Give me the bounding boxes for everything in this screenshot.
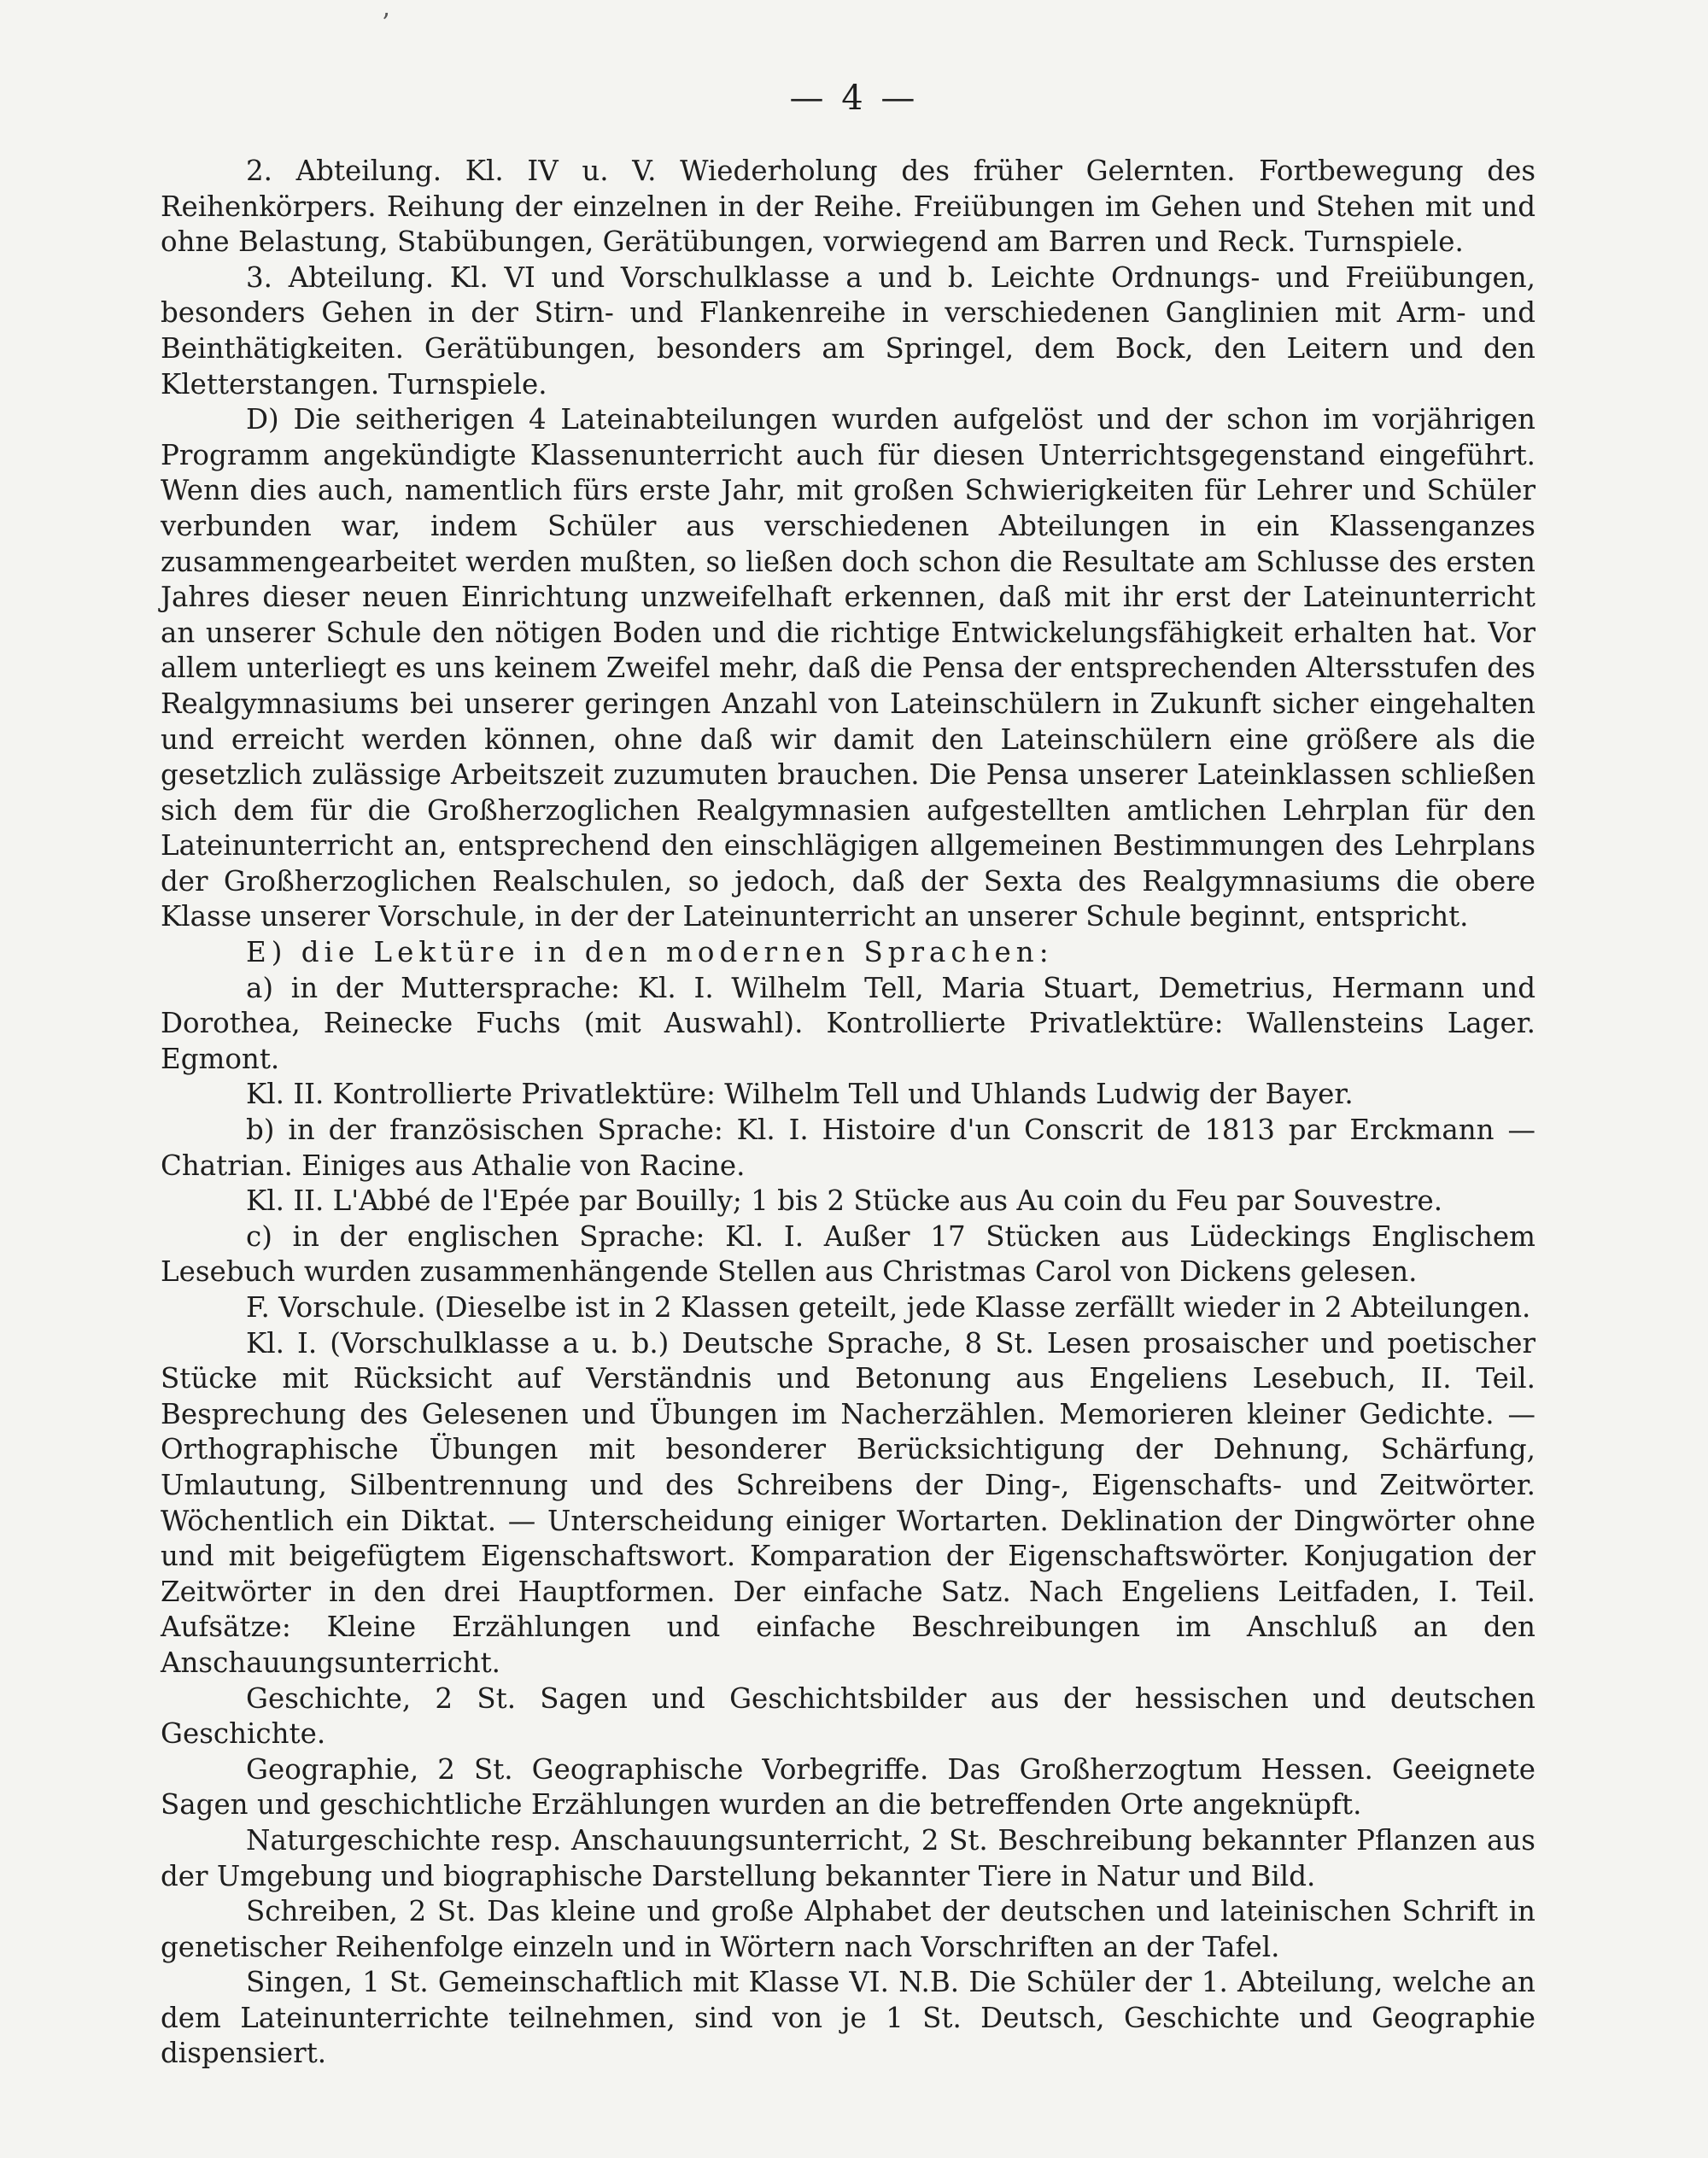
paragraph-naturgeschichte: Naturgeschichte resp. Anschauungsunterricht, 2 St. Beschreibung bekannter Pflanzen aus der Umgebung und biographische Darstellung bekannter Tiere in Natur und Bild.	[161, 1823, 1535, 1892]
body-text	[161, 154, 1535, 2072]
paragraph-deutsche-sprache: Kl. I. (Vorschulklasse a u. b.) Deutsche Sprache, 8 St. Lesen prosaischer und poetischer Stücke mit Rücksicht auf Verständnis und Betonung aus Engeliens Lesebuch, II. Teil. Besprechung des Gelesenen und Übungen im Nacherzählen. Memorieren kleiner Gedichte. — Orthographische Übungen mit besonderer Berücksichtigung der Dehnung, Schärfung, Umlautung, Silbentrennung und des Schreibens der Ding-, Eigenschafts- und Zeitwörter. Wöchentlich ein Diktat. — Unterscheidung einiger Wortarten. Deklination der Dingwörter ohne und mit beigefügtem Eigenschaftswort. Komparation der Eigenschaftswörter. Konjugation der Zeitwörter in den drei Hauptformen. Der einfache Satz. Nach Engeliens Leitfaden, I. Teil. Aufsätze: Kleine Erzählungen und einfache Beschreibungen im Anschluß an den Anschauungsunterricht.	[161, 1326, 1535, 1679]
paragraph-geographie: Geographie, 2 St. Geographische Vorbegriffe. Das Großherzogtum Hessen. Geeignete Sagen und geschichtliche Erzählungen wurden an die betreffenden Orte angeknüpft.	[161, 1752, 1535, 1822]
page-number: — 4 —	[789, 79, 919, 118]
paragraph-kl2-privatlektuere: Kl. II. Kontrollierte Privatlektüre: Wilhelm Tell und Uhlands Ludwig der Bayer.	[246, 1078, 1354, 1111]
paragraph-vorschule: F. Vorschule. (Dieselbe ist in 2 Klassen geteilt, jede Klasse zerfällt wieder in 2 Abteilungen.	[246, 1291, 1531, 1324]
paragraph-abteilung-2: 2. Abteilung. Kl. IV u. V. Wiederholung des früher Gelernten. Fortbewegung des Reihenkörpers. Reihung der einzelnen in der Reihe. Freiübungen im Gehen und Stehen mit und ohne Belastung, Stabübungen, Gerätübungen, vorwiegend am Barren und Reck. Turnspiele.	[161, 155, 1535, 259]
paragraph-latein: D) Die seitherigen 4 Lateinabteilungen wurden aufgelöst und der schon im vorjährigen Programm angekündigte Klassenunterricht auch für diesen Unterrichtsgegenstand eingeführt. Wenn dies auch, namentlich fürs erste Jahr, mit großen Schwierigkeiten für Lehrer und Schüler verbunden war, indem Schüler aus verschiedenen Abteilungen in ein Klassenganzes zusammengearbeitet werden mußten, so ließen doch schon die Resultate am Schlusse des ersten Jahres dieser neuen Einrichtung unzweifelhaft erkennen, daß mit ihr erst der Lateinunterricht an unserer Schule den nötigen Boden und die richtige Entwickelungsfähigkeit erhalten hat. Vor allem unterliegt es uns keinem Zweifel mehr, daß die Pensa der entsprechenden Altersstufen des Realgymnasiums bei unserer geringen Anzahl von Lateinschülern in Zukunft sicher eingehalten und erreicht werden können, ohne daß wir damit den Lateinschülern eine größere als die gesetzlich zulässige Arbeitszeit zuzumuten brauchen. Die Pensa unserer Lateinklassen schließen sich dem für die Großherzoglichen Realgymnasien aufgestellten amtlichen Lehrplan für den Lateinunterricht an, entsprechend den einschlägigen allgemeinen Bestimmungen des Lehrplans der Großherzoglichen Realschulen, so jedoch, daß der Sexta des Realgymnasiums die obere Klasse unserer Vorschule, in der der Lateinunterricht an unserer Schule beginnt, entspricht.	[161, 403, 1535, 933]
heading-lektuere: E) die Lektüre in den modernen Sprachen:	[246, 936, 1054, 969]
page-mark: ’	[382, 9, 390, 38]
paragraph-muttersprache: a) in der Muttersprache: Kl. I. Wilhelm Tell, Maria Stuart, Demetrius, Hermann und Dorothea, Reinecke Fuchs (mit Auswahl). Kontrollierte Privatlektüre: Wallensteins Lager. Egmont.	[161, 971, 1535, 1075]
paragraph-franzoesisch: b) in der französischen Sprache: Kl. I. Histoire d'un Conscrit de 1813 par Erckmann — Chatrian. Einiges aus Athalie von Racine.	[161, 1114, 1535, 1182]
paragraph-englisch: c) in der englischen Sprache: Kl. I. Außer 17 Stücken aus Lüdeckings Englischem Lesebuch wurden zusammenhängende Stellen aus Christmas Carol von Dickens gelesen.	[161, 1219, 1535, 1289]
paragraph-singen: Singen, 1 St. Gemeinschaftlich mit Klasse VI. N.B. Die Schüler der 1. Abteilung, welche an dem Lateinunterrichte teilnehmen, sind von je 1 St. Deutsch, Geschichte und Geographie dispensiert.	[161, 1966, 1535, 2070]
paragraph-abteilung-3: 3. Abteilung. Kl. VI und Vorschulklasse a und b. Leichte Ordnungs- und Freiübungen, besonders Gehen in der Stirn- und Flankenreihe in verschiedenen Ganglinien mit Arm- und Beinthätigkeiten. Gerätübungen, besonders am Springel, dem Bock, den Leitern und den Kletterstangen. Turnspiele.	[161, 260, 1535, 401]
paragraph-geschichte: Geschichte, 2 St. Sagen und Geschichtsbilder aus der hessischen und deutschen Geschichte.	[161, 1681, 1535, 1751]
paragraph-schreiben: Schreiben, 2 St. Das kleine und große Alphabet der deutschen und lateinischen Schrift in genetischer Reihenfolge einzeln und in Wörtern nach Vorschriften an der Tafel.	[161, 1895, 1535, 1963]
paragraph-franzoesisch-kl2: Kl. II. L'Abbé de l'Epée par Bouilly; 1 bis 2 Stücke aus Au coin du Feu par Souvestre.	[246, 1184, 1443, 1218]
